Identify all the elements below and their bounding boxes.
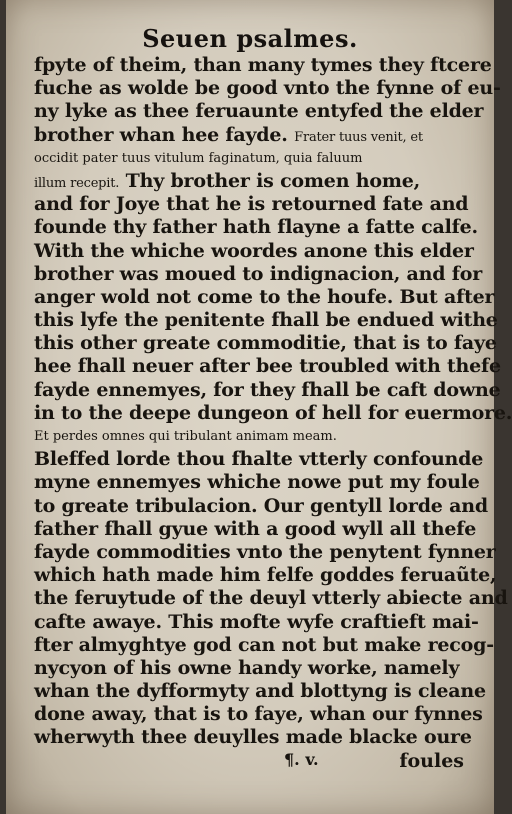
text-line: fpyte of theim, than many tymes they ftcere	[34, 54, 492, 76]
text-line: Bleffed lorde thou fhalte vtterly confounde	[34, 448, 484, 471]
text-line: father fhall gyue with a good wyll all thefe	[34, 517, 477, 540]
text-line: fayde commodities vnto the penytent fynner	[34, 540, 496, 563]
text-line: ny lyke as thee feruaunte entyfed the elder	[34, 100, 484, 123]
catchword: foules	[399, 749, 464, 772]
text-line: With the whiche woordes anone this elder	[34, 239, 474, 262]
text-line: which hath made him felfe goddes feruaũte,	[34, 564, 497, 587]
text-line: founde thy father hath flayne a fatte calfe.	[34, 216, 478, 239]
latin-quote-line: Et perdes omnes qui tribulant animam meam.	[34, 429, 337, 444]
signature-mark: ¶. v.	[284, 749, 319, 769]
text-block	[34, 54, 512, 774]
text-line: and for Joye that he is retourned fate and	[34, 193, 469, 216]
text-line: brother was moued to indignacion, and for	[34, 262, 483, 285]
text-line: fter almyghtye god can not but make recog-	[34, 633, 494, 656]
text-line: this lyfe the penitente fhall be endued withe	[34, 309, 498, 332]
text-line: wherwyth thee deuylles made blacke oure	[34, 726, 472, 749]
latin-quote: illum recepit.	[34, 175, 120, 191]
text-line: brother whan hee fayde. Frater tuus venit, et	[34, 123, 423, 146]
text-line: cafte awaye. This mofte wyfe craftieft mai-	[34, 610, 479, 633]
latin-quote: Frater tuus venit, et	[294, 129, 423, 145]
text-line: illum recepit. Thy brother is comen home,	[34, 169, 421, 192]
text-line: to greate tribulacion. Our gentyll lorde and	[34, 494, 488, 517]
book-page	[6, 0, 512, 814]
text-line: nycyon of his owne handy worke, namely	[34, 656, 460, 679]
text-line: hee fhall neuer after bee troubled with thefe	[34, 355, 501, 378]
running-headline: Seuen psalmes.	[142, 24, 358, 53]
text-line: in to the deepe dungeon of hell for euermore.	[34, 401, 512, 424]
text-line: this other greate commoditie, that is to faye	[34, 332, 497, 355]
text-line: whan the dyfformyty and blottyng is cleane	[34, 680, 486, 703]
text-line: fayde ennemyes, for they fhall be caft downe	[34, 378, 501, 401]
latin-quote-line: occidit pater tuus vitulum faginatum, quia faluum	[34, 150, 363, 166]
text-line: the feruytude of the deuyl vtterly abiecte and	[34, 587, 508, 610]
text-line: fuche as wolde be good vnto the fynne of eu-	[34, 77, 501, 100]
text-line: done away, that is to faye, whan our fynnes	[34, 703, 483, 726]
text-line: myne ennemyes whiche nowe put my foule	[34, 471, 480, 494]
text-line: anger wold not come to the houfe. But after	[34, 285, 495, 308]
page-footer	[34, 750, 464, 774]
